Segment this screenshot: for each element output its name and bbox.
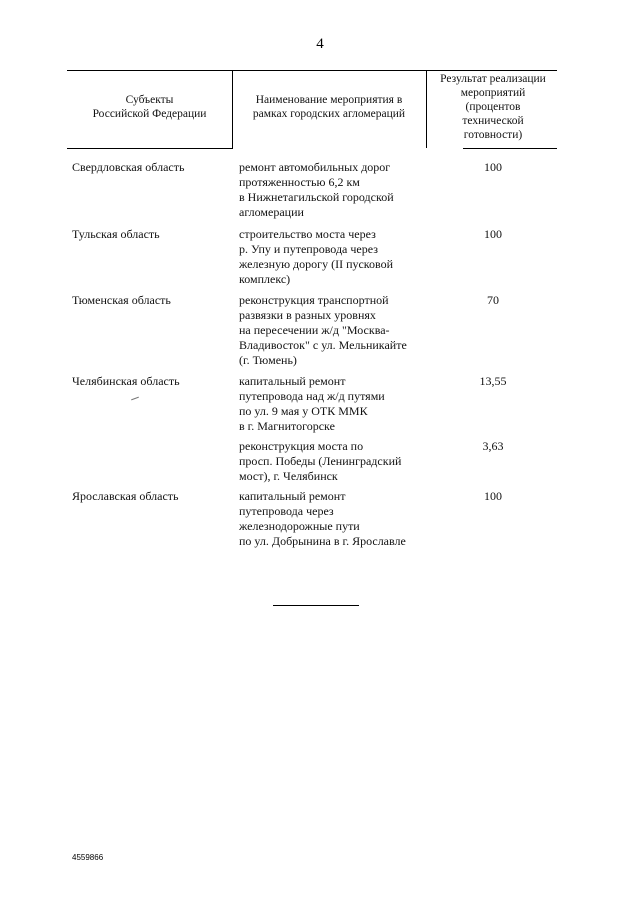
region-cell: Челябинская область: [72, 374, 180, 388]
result-cell: 100: [484, 160, 502, 174]
table-top-rule: [67, 70, 557, 71]
result-cell: 100: [484, 227, 502, 241]
region-cell: Тюменская область: [72, 293, 171, 307]
header-result: Результат реализации мероприятий (процентов технической готовности): [440, 73, 546, 141]
header-bottom-rule: [67, 148, 233, 149]
event-cell: строительство моста через р. Упу и путепровода через железную дорогу (II пусковой комплекс): [239, 227, 394, 286]
document-id: 4559866: [72, 853, 104, 862]
region-cell: Тульская область: [72, 227, 160, 241]
event-cell: капитальный ремонт путепровода через железнодорожные пути по ул. Добрынина в г. Ярославле: [239, 489, 406, 548]
header-bottom-rule-right: [463, 148, 557, 149]
event-cell: ремонт автомобильных дорог протяженностью 6,2 км в Нижнетагильской городской агломерации: [239, 160, 394, 219]
event-cell: реконструкция транспортной развязки в разных уровнях на пересечении ж/д "Москва- Владивосток" с ул. Мельникайте (г. Тюмень): [239, 293, 407, 367]
end-rule: [273, 605, 359, 606]
region-cell: Свердловская область: [72, 160, 185, 174]
result-cell: 3,63: [482, 439, 504, 453]
result-cell: 13,55: [479, 374, 507, 388]
stray-mark: [131, 397, 139, 401]
region-cell: Ярославская область: [72, 489, 179, 503]
page-number: 4: [316, 36, 324, 52]
result-cell: 70: [487, 293, 499, 307]
event-cell: капитальный ремонт путепровода над ж/д путями по ул. 9 мая у ОТК ММК в г. Магнитогорске: [239, 374, 385, 433]
event-cell: реконструкция моста по просп. Победы (Ленинградский мост), г. Челябинск: [239, 439, 402, 483]
header-event-name: Наименование мероприятия в рамках городских агломераций: [252, 94, 406, 120]
result-cell: 100: [484, 489, 502, 503]
header-subjects: Субъекты Российской Федерации: [92, 94, 207, 120]
